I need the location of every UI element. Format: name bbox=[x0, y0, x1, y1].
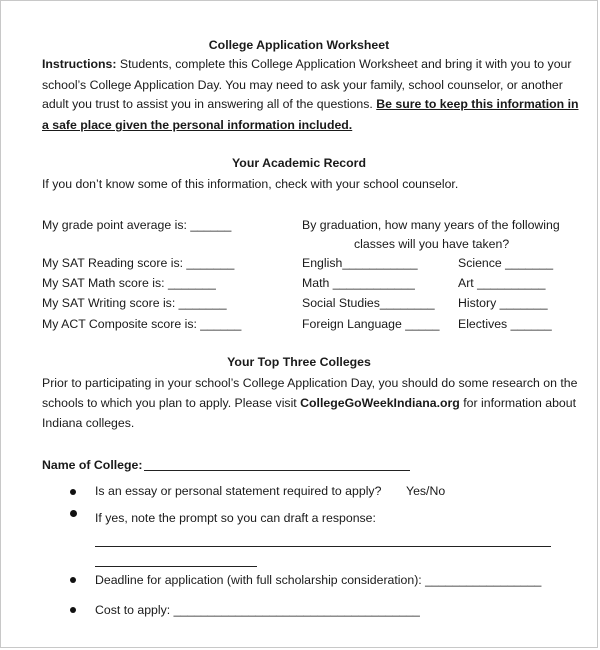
prompt-instruction: If yes, note the prompt so you can draft a response: bbox=[95, 511, 376, 525]
bullet-icon bbox=[70, 607, 76, 613]
instructions-label: Instructions: bbox=[42, 57, 117, 71]
deadline-field[interactable]: Deadline for application (with full scholarship consideration): _________________ bbox=[95, 573, 542, 587]
safety-note: Be sure to keep this information in bbox=[376, 97, 579, 111]
instructions-line-1: Instructions: Students, complete this College Application Worksheet and bring it with you to your bbox=[42, 57, 572, 71]
worksheet-title: College Application Worksheet bbox=[208, 38, 390, 52]
college-name-label: Name of College: bbox=[42, 458, 143, 472]
essay-question: Is an essay or personal statement required to apply? bbox=[95, 484, 382, 498]
electives-years-field[interactable]: Electives ______ bbox=[458, 317, 552, 331]
bullet-icon bbox=[70, 510, 77, 517]
bullet-icon bbox=[70, 489, 76, 495]
cost-field[interactable]: Cost to apply: ____________________________________ bbox=[95, 603, 420, 617]
act-composite-field[interactable]: My ACT Composite score is: ______ bbox=[42, 317, 242, 331]
college-go-week-link[interactable]: CollegeGoWeekIndiana.org bbox=[300, 396, 460, 410]
history-years-field[interactable]: History _______ bbox=[458, 296, 548, 310]
art-years-field[interactable]: Art __________ bbox=[458, 276, 546, 290]
research-paragraph-line-1: Prior to participating in your school’s College Application Day, you should do some research on the bbox=[42, 376, 578, 390]
instructions-line-3: adult you trust to assist you in answering all of the questions. Be sure to keep this information in bbox=[42, 97, 579, 111]
sat-math-field[interactable]: My SAT Math score is: _______ bbox=[42, 276, 216, 290]
gpa-field[interactable]: My grade point average is: ______ bbox=[42, 218, 232, 232]
sat-writing-field[interactable]: My SAT Writing score is: _______ bbox=[42, 296, 227, 310]
research-paragraph-line-2: schools to which you plan to apply. Please visit CollegeGoWeekIndiana.org for information about bbox=[42, 396, 577, 410]
science-years-field[interactable]: Science _______ bbox=[458, 256, 554, 270]
foreign-language-years-field[interactable]: Foreign Language _____ bbox=[302, 317, 440, 331]
sat-reading-field[interactable]: My SAT Reading score is: _______ bbox=[42, 256, 235, 270]
academic-record-heading: Your Academic Record bbox=[232, 156, 366, 170]
prompt-response-line-2[interactable] bbox=[95, 566, 257, 567]
social-studies-years-field[interactable]: Social Studies________ bbox=[302, 296, 435, 310]
bullet-icon bbox=[70, 577, 76, 583]
prompt-response-line-1[interactable] bbox=[95, 546, 551, 547]
instructions-line-2: school’s College Application Day. You may need to ask your family, school counselor, or another bbox=[42, 78, 563, 92]
top-colleges-heading: Your Top Three Colleges bbox=[227, 355, 371, 369]
essay-yes-no-option[interactable]: Yes/No bbox=[406, 484, 446, 498]
math-years-field[interactable]: Math ____________ bbox=[302, 276, 415, 290]
college-name-field[interactable] bbox=[144, 470, 410, 471]
years-question-line-1: By graduation, how many years of the following bbox=[302, 218, 560, 232]
safety-note-continued: a safe place given the personal information included. bbox=[42, 118, 353, 132]
counselor-note: If you don’t know some of this information, check with your school counselor. bbox=[42, 177, 459, 191]
years-question-line-2: classes will you have taken? bbox=[354, 237, 510, 251]
research-paragraph-line-3: Indiana colleges. bbox=[42, 416, 135, 430]
english-years-field[interactable]: English___________ bbox=[302, 256, 418, 270]
